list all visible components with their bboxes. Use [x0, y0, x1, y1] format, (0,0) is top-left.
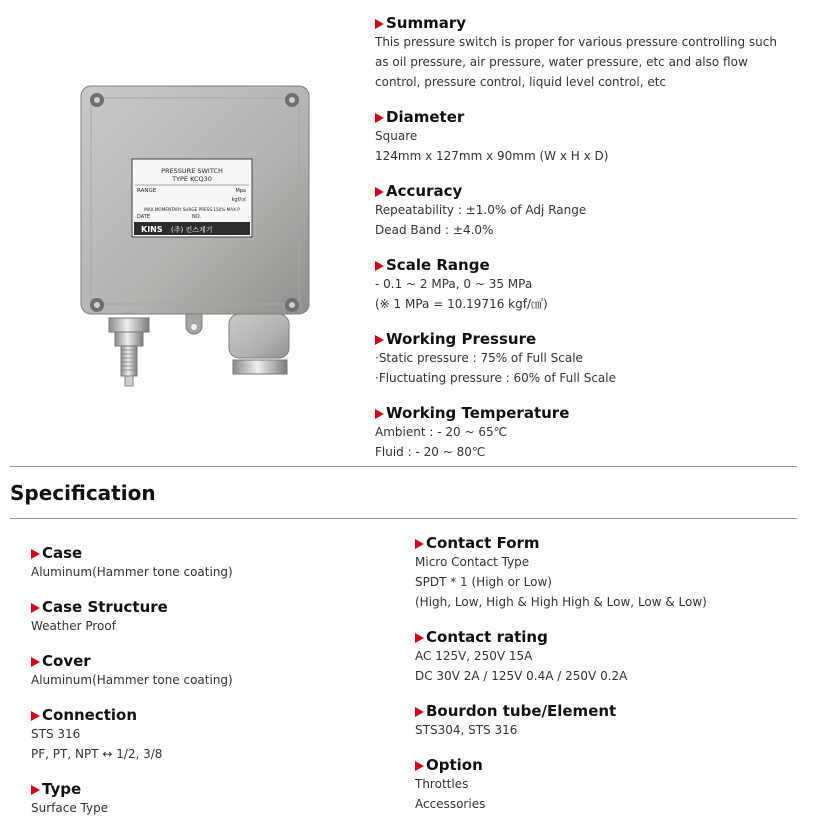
section-heading: [415, 756, 485, 774]
red-triangle-icon: [375, 335, 384, 345]
section-text-line: Aluminum(Hammer tone coating): [31, 673, 233, 687]
red-triangle-icon: [31, 711, 40, 721]
section-heading: [31, 780, 108, 798]
section-heading: [375, 256, 548, 274]
section-heading-text: Summary: [386, 14, 467, 32]
section-heading-text: Contact rating: [426, 628, 548, 646]
section-heading: [375, 14, 777, 32]
section-text-line: Weather Proof: [31, 619, 116, 633]
section-text-line: PF, PT, NPT ↔ 1/2, 3/8: [31, 747, 163, 761]
section-text-line: - 0.1 ~ 2 MPa, 0 ~ 35 MPa: [375, 277, 533, 291]
section-case: [31, 544, 233, 582]
section-text-line: Aluminum(Hammer tone coating): [31, 565, 233, 579]
section-heading-text: Accuracy: [386, 182, 463, 200]
section-heading-text: Working Temperature: [386, 404, 570, 422]
section-summary: [375, 14, 777, 92]
red-triangle-icon: [375, 19, 384, 29]
section-connection: [31, 706, 162, 764]
section-text-line: DC 30V 2A / 125V 0.4A / 250V 0.2A: [415, 669, 628, 683]
red-triangle-icon: [31, 549, 40, 559]
label-surge: MAX.MOMENTARY SURGE PRESS.150% MAX.P: [144, 207, 240, 212]
section-text-line: SPDT * 1 (High or Low): [415, 575, 552, 589]
section-contact-form: [415, 534, 707, 612]
section-text-line: Dead Band : ±4.0%: [375, 223, 494, 237]
label-unit2: kgf/㎠: [231, 197, 246, 203]
section-bourdon-tube-element: [415, 702, 616, 740]
section-text-line: Square: [375, 129, 418, 143]
section-text-line: Ambient : - 20 ~ 65℃: [375, 425, 508, 439]
label-line2: TYPE KCQ30: [172, 175, 212, 183]
section-heading: [375, 404, 569, 422]
section-working-temperature: [375, 404, 569, 462]
section-text-line: Fluid : - 20 ~ 80℃: [375, 445, 486, 459]
section-heading-text: Scale Range: [386, 256, 490, 274]
section-heading-text: Connection: [42, 706, 138, 724]
red-triangle-icon: [415, 633, 424, 643]
section-accuracy: [375, 182, 586, 240]
section-heading: [415, 628, 627, 646]
section-heading: [31, 652, 233, 670]
red-triangle-icon: [31, 657, 40, 667]
top-divider: [10, 466, 797, 467]
section-heading: [375, 108, 608, 126]
section-heading: [375, 330, 616, 348]
section-heading-text: Working Pressure: [386, 330, 537, 348]
section-heading: [31, 598, 168, 616]
label-unit1: Mpa: [235, 188, 246, 194]
section-text-line: Surface Type: [31, 801, 109, 815]
section-heading-text: Type: [42, 780, 82, 798]
section-heading-text: Contact Form: [426, 534, 540, 552]
label-range: RANGE: [137, 188, 157, 194]
section-text-line: as oil pressure, air pressure, water pressure, etc and also flow: [375, 55, 748, 69]
section-heading: [375, 182, 586, 200]
red-triangle-icon: [375, 261, 384, 271]
section-text-line: Throttles: [415, 777, 469, 791]
section-heading-text: Case Structure: [42, 598, 168, 616]
section-cover: [31, 652, 233, 690]
section-text-line: ·Fluctuating pressure : 60% of Full Scale: [375, 371, 616, 385]
section-heading: [31, 706, 162, 724]
section-heading: [31, 544, 233, 562]
section-working-pressure: [375, 330, 616, 388]
label-line1: PRESSURE SWITCH: [161, 167, 223, 175]
section-text-line: Micro Contact Type: [415, 555, 530, 569]
section-contact-rating: [415, 628, 627, 686]
red-triangle-icon: [375, 187, 384, 197]
section-text-line: STS 316: [31, 727, 81, 741]
section-text-line: control, pressure control, liquid level control, etc: [375, 75, 667, 89]
red-triangle-icon: [415, 761, 424, 771]
section-heading-text: Case: [42, 544, 83, 562]
section-heading-text: Diameter: [386, 108, 465, 126]
section-text-line: 124mm x 127mm x 90mm (W x H x D): [375, 149, 609, 163]
specification-title: Specification: [10, 481, 156, 505]
spec-divider: [10, 518, 797, 519]
label-date: DATE: [137, 214, 151, 220]
section-text-line: (※ 1 MPa = 10.19716 kgf/㎠): [375, 297, 548, 311]
red-triangle-icon: [375, 409, 384, 419]
red-triangle-icon: [415, 539, 424, 549]
section-scale-range: [375, 256, 548, 314]
label-brand: KINS: [141, 225, 163, 234]
section-text-line: Accessories: [415, 797, 486, 811]
section-text-line: (High, Low, High & High High & Low, Low & Low): [415, 595, 707, 609]
section-heading-text: Bourdon tube/Element: [426, 702, 617, 720]
red-triangle-icon: [375, 113, 384, 123]
product-image: [79, 78, 321, 393]
section-case-structure: [31, 598, 168, 636]
section-text-line: Repeatability : ±1.0% of Adj Range: [375, 203, 587, 217]
red-triangle-icon: [415, 707, 424, 717]
section-text-line: AC 125V, 250V 15A: [415, 649, 533, 663]
section-heading-text: Cover: [42, 652, 91, 670]
red-triangle-icon: [31, 603, 40, 613]
section-heading-text: Option: [426, 756, 483, 774]
section-type: [31, 780, 108, 818]
red-triangle-icon: [31, 785, 40, 795]
label-maker: (주) 킨스계기: [171, 226, 213, 234]
label-no: NO.: [192, 214, 202, 220]
section-heading: [415, 702, 616, 720]
section-text-line: ·Static pressure : 75% of Full Scale: [375, 351, 583, 365]
section-diameter: [375, 108, 608, 166]
section-option: [415, 756, 485, 814]
section-text-line: This pressure switch is proper for various pressure controlling such: [375, 35, 777, 49]
section-heading: [415, 534, 707, 552]
section-text-line: STS304, STS 316: [415, 723, 518, 737]
